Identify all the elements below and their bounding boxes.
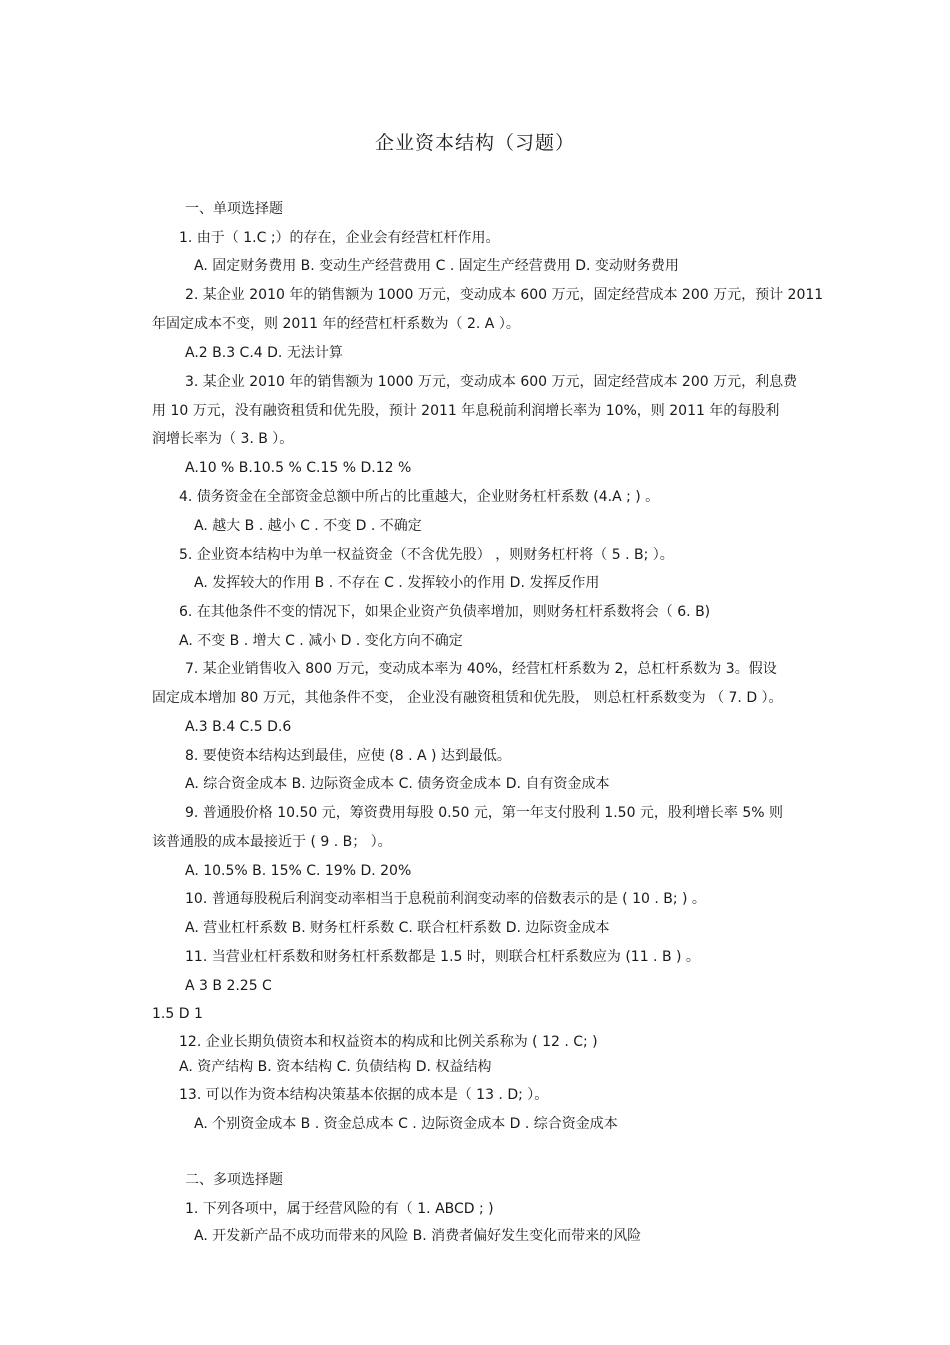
question-line: 固定成本增加 80 万元，其他条件不变， 企业没有融资租赁和优先股， 则总杠杆系数变为 （ 7. D ）。 (152, 690, 783, 706)
option-line: A. 开发新产品不成功而带来的风险 B. 消费者偏好发生变化而带来的风险 (194, 1228, 642, 1244)
option-line: A. 越大 B . 越小 C . 不变 D . 不确定 (194, 518, 422, 534)
question-line: 12. 企业长期负债资本和权益资本的构成和比例关系称为 ( 12 . C; ) (179, 1034, 598, 1050)
option-line: 1.5 D 1 (152, 1006, 203, 1022)
question-line: 年固定成本不变，则 2011 年的经营杠杆系数为（ 2. A ）。 (152, 316, 520, 332)
section-heading-multiple-choice: 二、多项选择题 (185, 1172, 283, 1188)
question-line: 7. 某企业销售收入 800 万元，变动成本率为 40%，经营杠杆系数为 2，总杠杆系数为 3。假设 (185, 661, 777, 677)
option-line: A. 不变 B . 增大 C . 减小 D . 变化方向不确定 (179, 633, 463, 649)
question-line: 1. 下列各项中，属于经营风险的有（ 1. ABCD ; ) (185, 1201, 494, 1217)
question-line: 2. 某企业 2010 年的销售额为 1000 万元，变动成本 600 万元，固定经营成本 200 万元，预计 2011 (185, 287, 824, 303)
question-line: 8. 要使资本结构达到最佳，应使 (8 . A ) 达到最低。 (185, 748, 511, 764)
question-line: 6. 在其他条件不变的情况下，如果企业资产负债率增加，则财务杠杆系数将会（ 6. B) (179, 604, 711, 620)
option-line: A.2 B.3 C.4 D. 无法计算 (185, 345, 343, 361)
question-line: 13. 可以作为资本结构决策基本依据的成本是（ 13 . D; ）。 (179, 1087, 549, 1103)
option-line: A. 营业杠杆系数 B. 财务杠杆系数 C. 联合杠杆系数 D. 边际资金成本 (185, 920, 610, 936)
option-line: A. 综合资金成本 B. 边际资金成本 C. 债务资金成本 D. 自有资金成本 (185, 776, 610, 792)
question-line: 10. 普通每股税后利润变动率相当于息税前利润变动率的倍数表示的是 ( 10 . B; ) 。 (185, 891, 706, 907)
option-line: A. 10.5% B. 15% C. 19% D. 20% (185, 863, 412, 879)
option-line: A.3 B.4 C.5 D.6 (185, 719, 292, 735)
question-line: 9. 普通股价格 10.50 元，筹资费用每股 0.50 元，第一年支付股利 1.50 元，股利增长率 5% 则 (185, 805, 784, 821)
question-line: 11. 当营业杠杆系数和财务杠杆系数都是 1.5 时，则联合杠杆系数应为 (11 . B ) 。 (185, 949, 700, 965)
option-line: A.10 % B.10.5 % C.15 % D.12 % (185, 460, 412, 476)
option-line: A 3 B 2.25 C (185, 978, 272, 994)
option-line: A. 发挥较大的作用 B . 不存在 C . 发挥较小的作用 D. 发挥反作用 (194, 575, 600, 591)
section-heading-single-choice: 一、单项选择题 (185, 201, 283, 217)
question-line: 4. 债务资金在全部资金总额中所占的比重越大，企业财务杠杆系数 (4.A ; ) 。 (179, 489, 660, 505)
question-line: 润增长率为（ 3. B ）。 (152, 431, 294, 447)
question-line: 该普通股的成本最接近于 ( 9 . B； ）。 (152, 834, 392, 850)
question-line: 用 10 万元，没有融资租赁和优先股，预计 2011 年息税前利润增长率为 10%，则 2011 年的每股利 (152, 403, 780, 419)
question-line: 3. 某企业 2010 年的销售额为 1000 万元，变动成本 600 万元，固定经营成本 200 万元，利息费 (185, 374, 798, 390)
option-line: A. 个别资金成本 B . 资金总成本 C . 边际资金成本 D . 综合资金成本 (194, 1116, 618, 1132)
page-title: 企业资本结构（习题） (374, 132, 575, 154)
question-line: 1. 由于（ 1.C ;）的存在，企业会有经营杠杆作用。 (179, 230, 500, 246)
option-line: A. 固定财务费用 B. 变动生产经营费用 C . 固定生产经营费用 D. 变动财务费用 (194, 258, 679, 274)
question-line: 5. 企业资本结构中为单一权益资金（不含优先股） ，则财务杠杆将（ 5 . B; ）。 (179, 547, 674, 563)
option-line: A. 资产结构 B. 资本结构 C. 负债结构 D. 权益结构 (179, 1059, 492, 1075)
